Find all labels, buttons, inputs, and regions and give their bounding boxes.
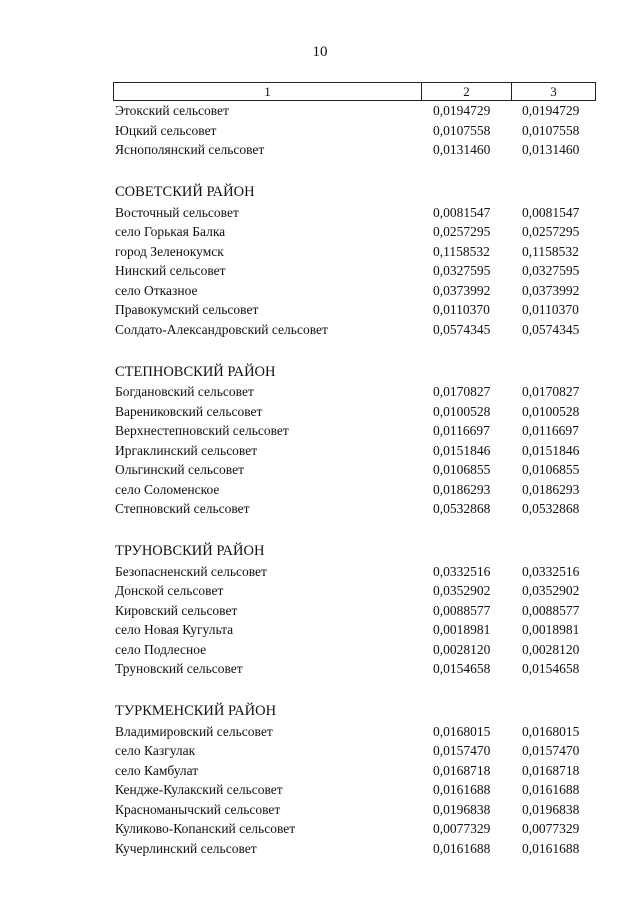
value-column-2: 0,0081547: [433, 204, 491, 220]
value-column-3: 0,0168015: [522, 723, 580, 739]
value-column-3: 0,0100528: [522, 403, 580, 419]
section-spacer: [113, 519, 596, 539]
municipality-name: Верхнестепновский сельсовет: [115, 423, 289, 438]
value-column-2: 0,0168718: [433, 762, 491, 778]
municipality-name: Кучерлинский сельсовет: [115, 840, 257, 856]
municipality-name: Красноманычский сельсовет: [115, 801, 281, 817]
value-column-2: 0,0151846: [433, 442, 491, 458]
column-header-1: 1: [114, 83, 422, 100]
table-row: [113, 203, 596, 223]
municipality-name: село Горькая Балка: [115, 224, 226, 239]
page-number: 10: [312, 44, 328, 60]
value-column-3: 0,0161688: [522, 840, 580, 856]
value-column-3: 0,0373992: [522, 282, 580, 298]
table-row: [113, 640, 596, 660]
value-column-3: 0,0532868: [522, 501, 580, 516]
table-row: [113, 499, 596, 519]
value-column-2: 0,0018981: [433, 622, 491, 637]
value-column-2: 0,0352902: [433, 583, 491, 598]
table-row: [113, 222, 596, 242]
section-spacer: [113, 679, 596, 699]
value-column-3: 0,0077329: [522, 821, 580, 836]
table-row: [113, 780, 596, 800]
value-column-2: 0,0107558: [433, 122, 491, 138]
table-row: [113, 800, 596, 820]
value-column-2: 0,0131460: [433, 142, 491, 157]
value-column-2: 0,0327595: [433, 263, 491, 278]
table-row: [113, 620, 596, 640]
value-column-3: 0,0352902: [522, 583, 580, 598]
value-column-3: 0,0154658: [522, 661, 580, 676]
municipality-name: село Отказное: [115, 282, 198, 298]
district-heading: ТУРКМЕНСКИЙ РАЙОН: [115, 703, 277, 719]
value-column-2: 0,0106855: [433, 462, 491, 477]
value-column-3: 0,0161688: [522, 782, 580, 797]
table-header-row: [113, 82, 596, 101]
municipality-name: Владимировский сельсовет: [115, 723, 273, 739]
value-column-2: 0,0161688: [433, 782, 491, 797]
value-column-3: 0,0196838: [522, 801, 580, 817]
table-row: [113, 581, 596, 601]
municipality-name: Яснополянский сельсовет: [115, 142, 265, 157]
value-column-3: 0,0327595: [522, 263, 580, 278]
value-column-2: 0,0532868: [433, 501, 491, 516]
table-row: [113, 421, 596, 441]
value-column-2: 0,0168015: [433, 723, 491, 739]
value-column-2: 0,1158532: [433, 243, 490, 259]
value-column-3: 0,0107558: [522, 122, 580, 138]
value-column-2: 0,0157470: [433, 743, 491, 758]
value-column-2: 0,0116697: [433, 423, 490, 438]
table-row: [113, 601, 596, 621]
value-column-3: 0,0110370: [522, 302, 579, 317]
value-column-3: 0,1158532: [522, 243, 579, 259]
value-column-2: 0,0186293: [433, 481, 491, 497]
table-row: [113, 722, 596, 742]
table-row: [113, 101, 596, 121]
table-row: [113, 460, 596, 480]
value-column-2: 0,0077329: [433, 821, 491, 836]
value-column-2: 0,0574345: [433, 321, 491, 337]
table-row: [113, 659, 596, 679]
value-column-3: 0,0106855: [522, 462, 580, 477]
table-row: [113, 562, 596, 582]
value-column-3: 0,0018981: [522, 622, 580, 637]
value-column-3: 0,0131460: [522, 142, 580, 157]
value-column-2: 0,0100528: [433, 403, 491, 419]
section-spacer: [113, 339, 596, 359]
district-heading: СТЕПНОВСКИЙ РАЙОН: [115, 363, 276, 380]
table-row: [113, 242, 596, 262]
value-column-3: 0,0151846: [522, 442, 580, 458]
value-column-3: 0,0081547: [522, 204, 580, 220]
municipality-name: Донской сельсовет: [115, 583, 224, 598]
municipality-name: Ольгинский сельсовет: [115, 462, 244, 477]
table-row: [113, 402, 596, 422]
municipality-name: Правокумский сельсовет: [115, 302, 259, 317]
table-row: [113, 261, 596, 281]
value-column-2: 0,0110370: [433, 302, 490, 317]
table-row: [113, 480, 596, 500]
table-row: [113, 281, 596, 301]
table-row: [113, 741, 596, 761]
municipality-name: село Новая Кугульта: [115, 622, 234, 637]
table-row: [113, 140, 596, 160]
value-column-3: 0,0157470: [522, 743, 580, 758]
value-column-3: 0,0186293: [522, 481, 580, 497]
table-row: [113, 819, 596, 839]
district-heading: СОВЕТСКИЙ РАЙОН: [115, 184, 255, 200]
value-column-2: 0,0028120: [433, 641, 491, 657]
table-row: [113, 761, 596, 781]
value-column-2: 0,0170827: [433, 384, 491, 399]
municipality-name: Солдато-Александровский сельсовет: [115, 321, 328, 337]
value-column-3: 0,0574345: [522, 321, 580, 337]
table-row: [113, 441, 596, 461]
table-row: [113, 121, 596, 141]
municipality-name: Юцкий сельсовет: [115, 122, 217, 138]
municipality-name: Варениковский сельсовет: [115, 403, 263, 419]
section-spacer: [113, 160, 596, 180]
district-heading: ТРУНОВСКИЙ РАЙОН: [115, 543, 265, 559]
allocation-table: [113, 82, 596, 858]
municipality-name: город Зеленокумск: [115, 243, 224, 259]
municipality-name: Кендже-Кулакский сельсовет: [115, 782, 283, 797]
column-header-2: 2: [422, 83, 512, 100]
value-column-2: 0,0196838: [433, 801, 491, 817]
municipality-name: село Подлесное: [115, 641, 207, 657]
value-column-2: 0,0194729: [433, 103, 491, 118]
municipality-name: Восточный сельсовет: [115, 204, 239, 220]
value-column-3: 0,0028120: [522, 641, 580, 657]
value-column-2: 0,0154658: [433, 661, 491, 676]
value-column-3: 0,0170827: [522, 384, 580, 399]
table-body: [113, 101, 596, 858]
value-column-3: 0,0194729: [522, 103, 580, 118]
value-column-2: 0,0257295: [433, 224, 491, 239]
value-column-3: 0,0116697: [522, 423, 579, 438]
value-column-2: 0,0373992: [433, 282, 491, 298]
municipality-name: Иргаклинский сельсовет: [115, 442, 258, 458]
table-row: [113, 320, 596, 340]
value-column-3: 0,0088577: [522, 602, 580, 618]
table-row: [113, 300, 596, 320]
value-column-3: 0,0257295: [522, 224, 580, 239]
value-column-2: 0,0332516: [433, 563, 491, 579]
municipality-name: Степновский сельсовет: [115, 501, 250, 516]
municipality-name: Куликово-Копанский сельсовет: [115, 821, 296, 836]
table-row: [113, 839, 596, 859]
value-column-3: 0,0332516: [522, 563, 580, 579]
municipality-name: село Казгулак: [115, 743, 196, 758]
municipality-name: Безопасненский сельсовет: [115, 563, 267, 579]
municipality-name: Кировский сельсовет: [115, 602, 238, 618]
value-column-3: 0,0168718: [522, 762, 580, 778]
value-column-2: 0,0088577: [433, 602, 491, 618]
value-column-2: 0,0161688: [433, 840, 491, 856]
municipality-name: Труновский сельсовет: [115, 661, 243, 676]
municipality-name: село Соломенское: [115, 481, 220, 497]
column-header-3: 3: [550, 84, 557, 99]
municipality-name: Богдановский сельсовет: [115, 384, 254, 399]
municipality-name: Нинский сельсовет: [115, 263, 226, 278]
municipality-name: село Камбулат: [115, 762, 199, 778]
table-row: [113, 382, 596, 402]
municipality-name: Этокский сельсовет: [115, 103, 229, 118]
